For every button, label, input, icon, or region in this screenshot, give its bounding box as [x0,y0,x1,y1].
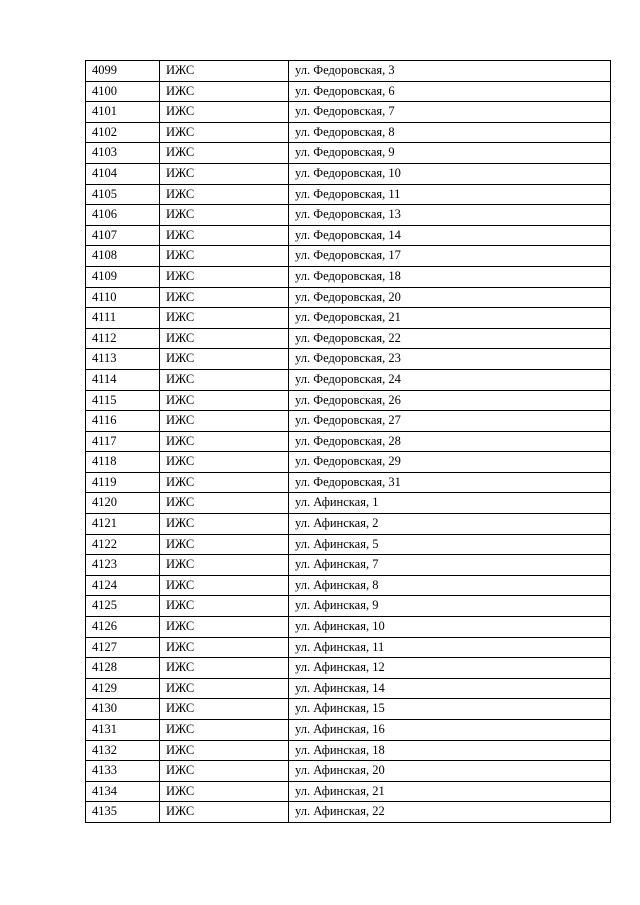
address-cell: ул. Федоровская, 29 [289,452,611,473]
row-number-cell: 4101 [86,102,160,123]
building-type-cell: ИЖС [160,246,289,267]
address-cell: ул. Федоровская, 17 [289,246,611,267]
table-body [86,61,611,823]
address-cell: ул. Федоровская, 28 [289,431,611,452]
address-cell: ул. Афинская, 12 [289,658,611,679]
building-type-cell: ИЖС [160,122,289,143]
table-row [86,802,611,823]
table-row [86,740,611,761]
address-cell: ул. Федоровская, 3 [289,61,611,82]
table-row [86,720,611,741]
row-number-cell: 4102 [86,122,160,143]
building-type-cell: ИЖС [160,617,289,638]
address-cell: ул. Федоровская, 24 [289,369,611,390]
building-type-cell: ИЖС [160,740,289,761]
row-number-cell: 4100 [86,81,160,102]
table-row [86,308,611,329]
row-number-cell: 4122 [86,534,160,555]
table-row [86,266,611,287]
table-row [86,555,611,576]
row-number-cell: 4099 [86,61,160,82]
row-number-cell: 4125 [86,596,160,617]
building-type-cell: ИЖС [160,637,289,658]
row-number-cell: 4111 [86,308,160,329]
row-number-cell: 4117 [86,431,160,452]
table-row [86,184,611,205]
building-type-cell: ИЖС [160,369,289,390]
row-number-cell: 4129 [86,678,160,699]
table-row [86,472,611,493]
row-number-cell: 4124 [86,575,160,596]
row-number-cell: 4134 [86,781,160,802]
building-type-cell: ИЖС [160,349,289,370]
row-number-cell: 4123 [86,555,160,576]
building-type-cell: ИЖС [160,802,289,823]
address-cell: ул. Федоровская, 14 [289,225,611,246]
row-number-cell: 4132 [86,740,160,761]
building-type-cell: ИЖС [160,328,289,349]
address-cell: ул. Афинская, 8 [289,575,611,596]
address-cell: ул. Федоровская, 7 [289,102,611,123]
table-row [86,637,611,658]
building-type-cell: ИЖС [160,720,289,741]
building-type-cell: ИЖС [160,102,289,123]
address-cell: ул. Федоровская, 26 [289,390,611,411]
building-type-cell: ИЖС [160,61,289,82]
table-row [86,61,611,82]
table-row [86,617,611,638]
address-cell: ул. Федоровская, 18 [289,266,611,287]
table-row [86,163,611,184]
table-row [86,349,611,370]
address-cell: ул. Федоровская, 11 [289,184,611,205]
address-cell: ул. Афинская, 1 [289,493,611,514]
building-type-cell: ИЖС [160,761,289,782]
address-cell: ул. Афинская, 9 [289,596,611,617]
table-row [86,122,611,143]
address-cell: ул. Афинская, 11 [289,637,611,658]
row-number-cell: 4135 [86,802,160,823]
row-number-cell: 4131 [86,720,160,741]
building-type-cell: ИЖС [160,658,289,679]
row-number-cell: 4119 [86,472,160,493]
row-number-cell: 4116 [86,411,160,432]
table-row [86,81,611,102]
row-number-cell: 4126 [86,617,160,638]
address-cell: ул. Афинская, 10 [289,617,611,638]
address-cell: ул. Федоровская, 31 [289,472,611,493]
building-type-cell: ИЖС [160,184,289,205]
row-number-cell: 4104 [86,163,160,184]
address-cell: ул. Афинская, 15 [289,699,611,720]
building-type-cell: ИЖС [160,452,289,473]
row-number-cell: 4107 [86,225,160,246]
building-type-cell: ИЖС [160,534,289,555]
table-row [86,493,611,514]
table-row [86,596,611,617]
building-type-cell: ИЖС [160,287,289,308]
row-number-cell: 4110 [86,287,160,308]
row-number-cell: 4115 [86,390,160,411]
row-number-cell: 4103 [86,143,160,164]
table-row [86,452,611,473]
row-number-cell: 4114 [86,369,160,390]
row-number-cell: 4105 [86,184,160,205]
building-type-cell: ИЖС [160,81,289,102]
address-cell: ул. Федоровская, 21 [289,308,611,329]
building-type-cell: ИЖС [160,555,289,576]
row-number-cell: 4130 [86,699,160,720]
row-number-cell: 4112 [86,328,160,349]
address-cell: ул. Федоровская, 6 [289,81,611,102]
building-type-cell: ИЖС [160,575,289,596]
building-type-cell: ИЖС [160,205,289,226]
row-number-cell: 4127 [86,637,160,658]
table-row [86,411,611,432]
table-row [86,781,611,802]
building-type-cell: ИЖС [160,781,289,802]
building-type-cell: ИЖС [160,163,289,184]
table-row [86,328,611,349]
address-cell: ул. Афинская, 18 [289,740,611,761]
table-row [86,761,611,782]
table-row [86,699,611,720]
table-row [86,246,611,267]
address-cell: ул. Афинская, 5 [289,534,611,555]
building-type-cell: ИЖС [160,308,289,329]
address-cell: ул. Федоровская, 20 [289,287,611,308]
table-row [86,514,611,535]
row-number-cell: 4121 [86,514,160,535]
table-row [86,658,611,679]
row-number-cell: 4118 [86,452,160,473]
address-registry-table [85,60,611,823]
row-number-cell: 4106 [86,205,160,226]
row-number-cell: 4128 [86,658,160,679]
row-number-cell: 4108 [86,246,160,267]
address-cell: ул. Афинская, 22 [289,802,611,823]
table-row [86,143,611,164]
address-cell: ул. Федоровская, 22 [289,328,611,349]
table-row [86,534,611,555]
building-type-cell: ИЖС [160,411,289,432]
address-cell: ул. Федоровская, 23 [289,349,611,370]
building-type-cell: ИЖС [160,514,289,535]
address-cell: ул. Афинская, 16 [289,720,611,741]
building-type-cell: ИЖС [160,678,289,699]
building-type-cell: ИЖС [160,472,289,493]
table-row [86,287,611,308]
address-cell: ул. Федоровская, 27 [289,411,611,432]
address-cell: ул. Афинская, 20 [289,761,611,782]
building-type-cell: ИЖС [160,225,289,246]
address-cell: ул. Афинская, 14 [289,678,611,699]
table-row [86,390,611,411]
building-type-cell: ИЖС [160,493,289,514]
table-row [86,678,611,699]
row-number-cell: 4109 [86,266,160,287]
building-type-cell: ИЖС [160,266,289,287]
table-row [86,102,611,123]
table-row [86,205,611,226]
building-type-cell: ИЖС [160,596,289,617]
address-cell: ул. Афинская, 2 [289,514,611,535]
building-type-cell: ИЖС [160,390,289,411]
address-cell: ул. Афинская, 21 [289,781,611,802]
building-type-cell: ИЖС [160,431,289,452]
row-number-cell: 4113 [86,349,160,370]
table-row [86,431,611,452]
building-type-cell: ИЖС [160,699,289,720]
table-row [86,575,611,596]
table-row [86,369,611,390]
address-cell: ул. Федоровская, 13 [289,205,611,226]
address-cell: ул. Федоровская, 9 [289,143,611,164]
address-cell: ул. Федоровская, 8 [289,122,611,143]
row-number-cell: 4120 [86,493,160,514]
address-cell: ул. Афинская, 7 [289,555,611,576]
table-row [86,225,611,246]
row-number-cell: 4133 [86,761,160,782]
address-cell: ул. Федоровская, 10 [289,163,611,184]
building-type-cell: ИЖС [160,143,289,164]
